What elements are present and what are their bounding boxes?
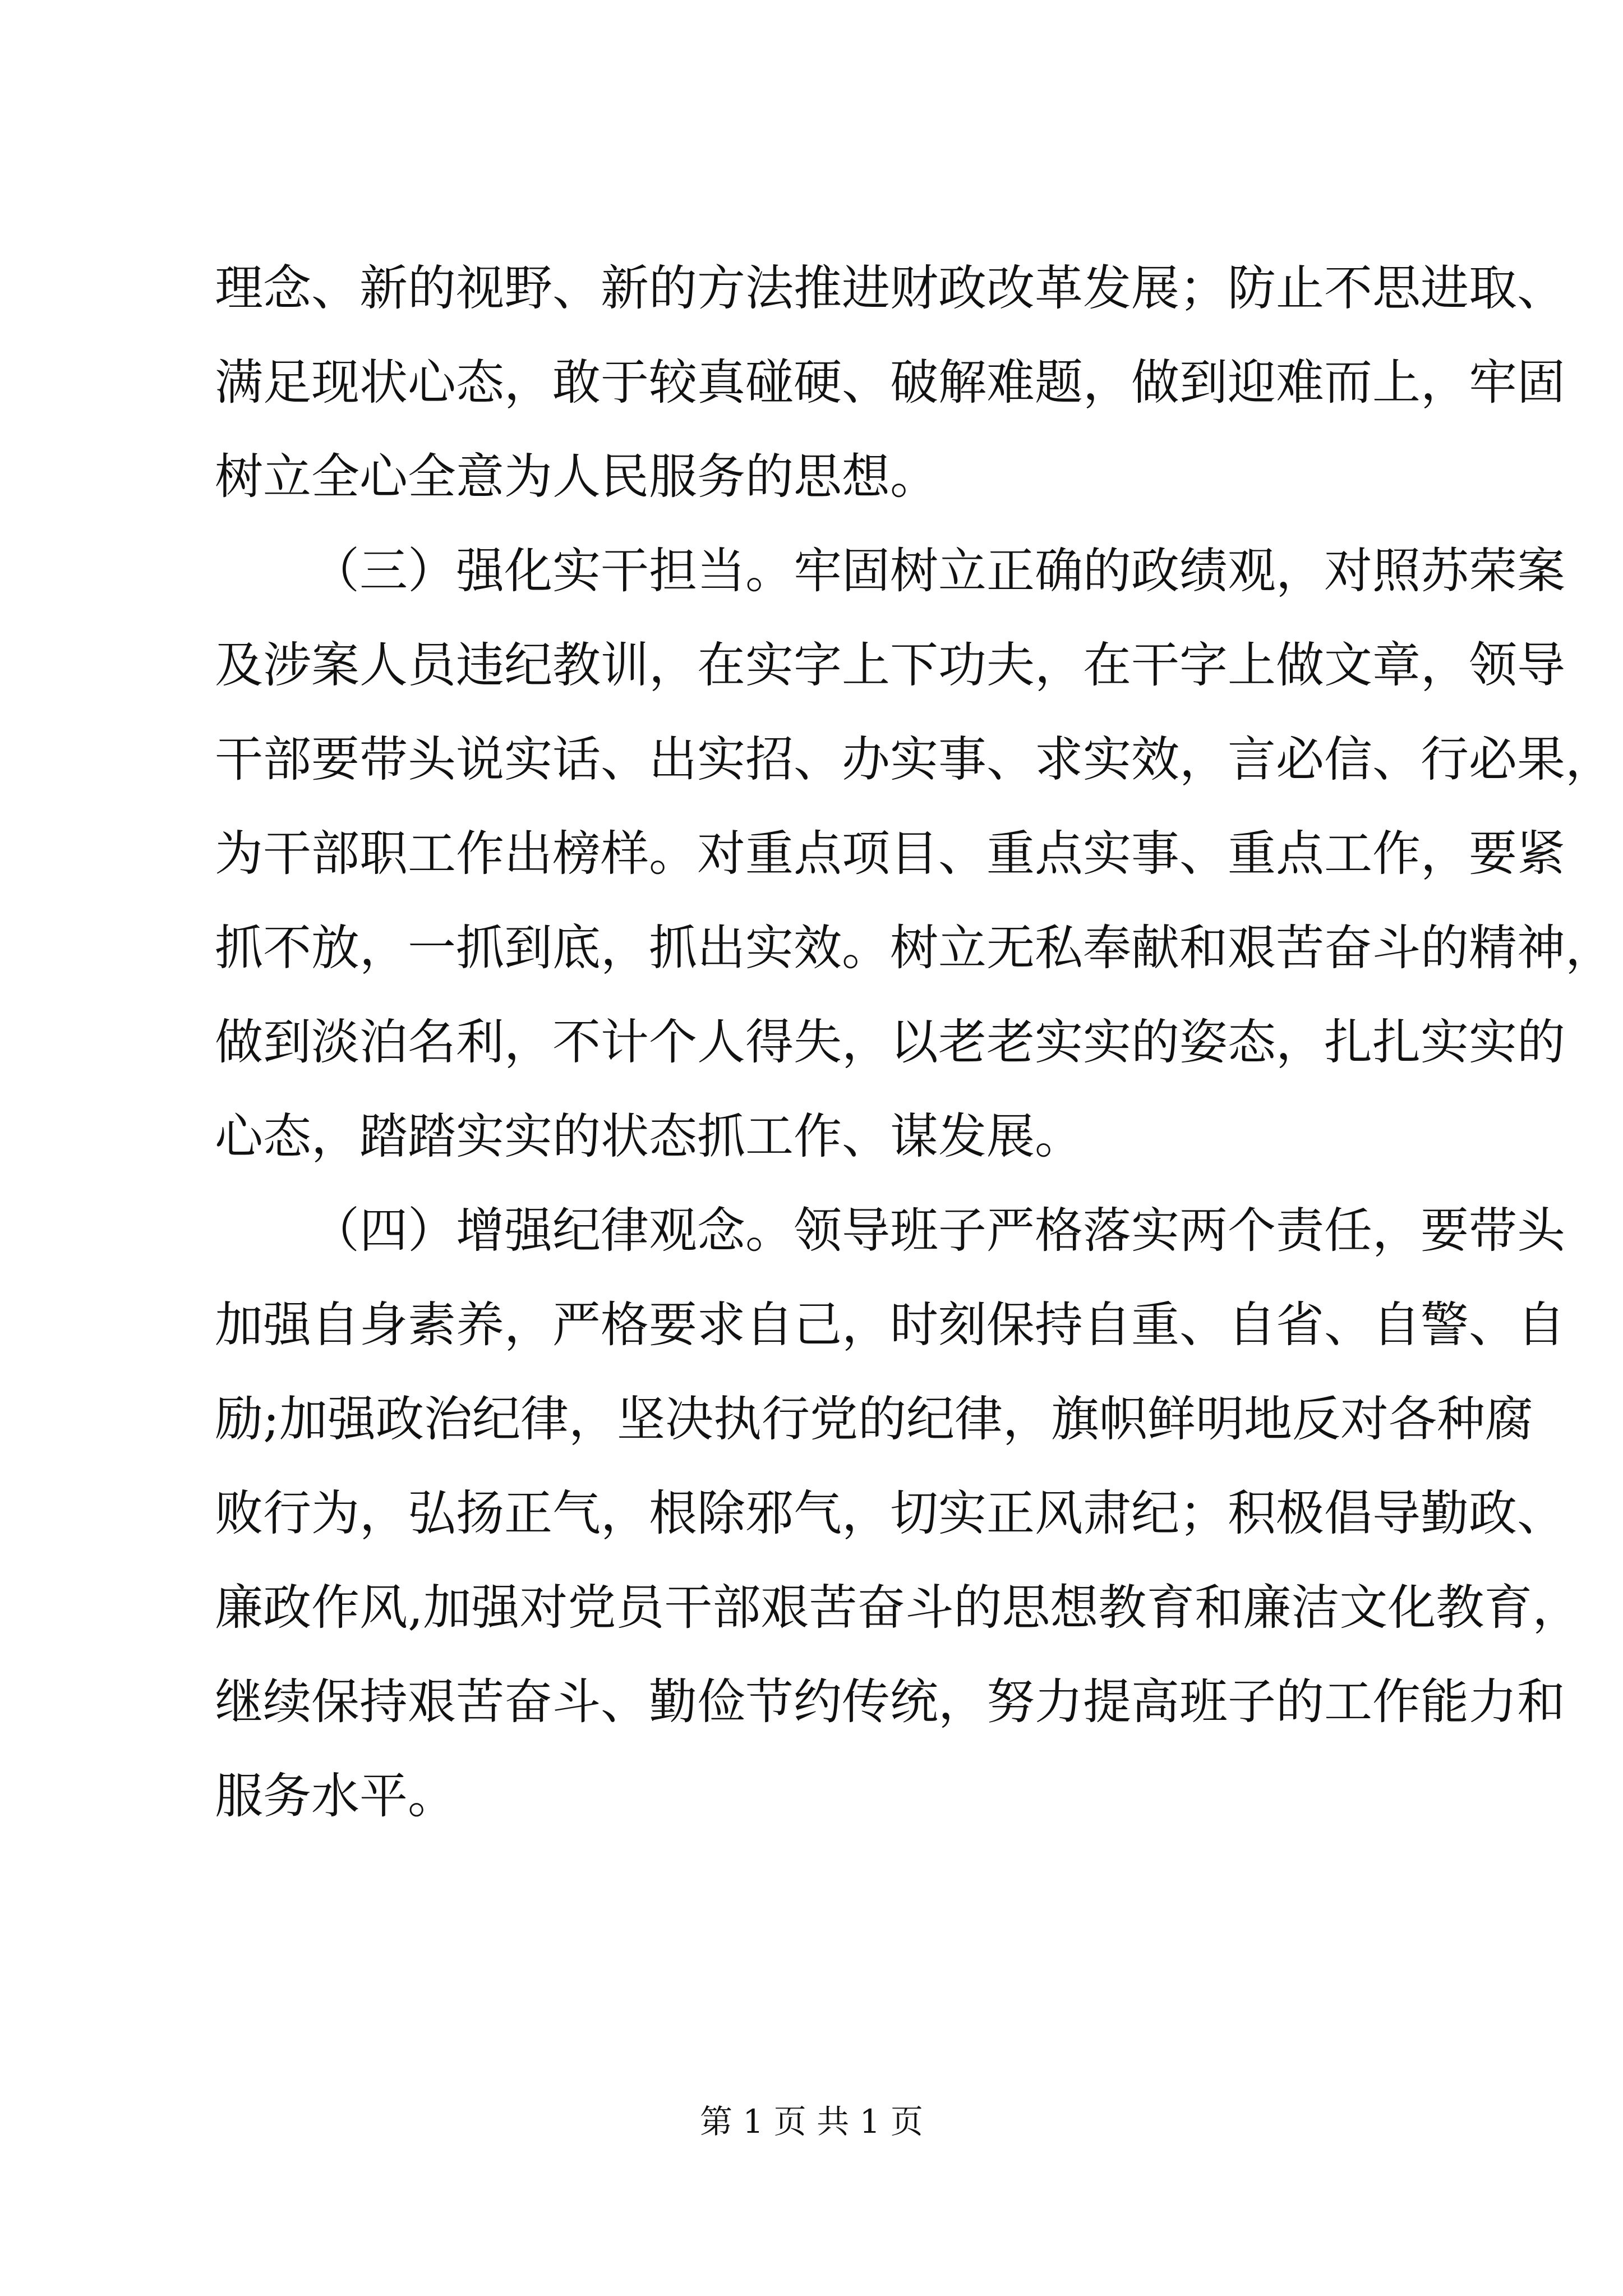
text-line: 满足现状心态，敢于较真碰硬、破解难题，做到迎难而上，牢固 bbox=[215, 355, 1565, 411]
text-line: 心态，踏踏实实的状态抓工作、谋发展。 bbox=[215, 1108, 1083, 1165]
body-text bbox=[215, 241, 1613, 1843]
text-line: 抓不放，一抓到底，抓出实效。树立无私奉献和艰苦奋斗的精神， bbox=[215, 920, 1613, 976]
paragraph-section-3 bbox=[215, 524, 1613, 1184]
text-line: 败行为，弘扬正气，根除邪气，切实正风肃纪；积极倡导勤政、 bbox=[215, 1485, 1565, 1542]
text-line: （三）强化实干担当。牢固树立正确的政绩观，对照苏荣案 bbox=[311, 543, 1565, 599]
text-line: 加强自身素养，严格要求自己，时刻保持自重、自省、自警、自 bbox=[215, 1297, 1565, 1353]
page-footer: 第 1 页 共 1 页 bbox=[700, 2102, 923, 2141]
text-line: 理念、新的视野、新的方法推进财政改革发展；防止不思进取、 bbox=[215, 260, 1565, 316]
paragraph-section-4 bbox=[215, 1184, 1581, 1843]
text-line: 做到淡泊名利，不计个人得失，以老老实实的姿态，扎扎实实的 bbox=[215, 1014, 1565, 1070]
text-line: 为干部职工作出榜样。对重点项目、重点实事、重点工作，要紧 bbox=[215, 826, 1565, 882]
text-line: 廉政作风,加强对党员干部艰苦奋斗的思想教育和廉洁文化教育， bbox=[215, 1580, 1581, 1636]
text-line: 服务水平。 bbox=[215, 1768, 456, 1824]
text-line: 干部要带头说实话、出实招、办实事、求实效，言必信、行必果， bbox=[215, 731, 1613, 788]
text-line: 及涉案人员违纪教训，在实字上下功夫，在干字上做文章，领导 bbox=[215, 637, 1565, 693]
text-line: （四）增强纪律观念。领导班子严格落实两个责任，要带头 bbox=[311, 1203, 1565, 1259]
paragraph-continuation bbox=[215, 241, 1565, 524]
text-line: 继续保持艰苦奋斗、勤俭节约传统，努力提高班子的工作能力和 bbox=[215, 1674, 1565, 1730]
text-line: 树立全心全意为人民服务的思想。 bbox=[215, 449, 938, 505]
text-line: 励;加强政治纪律，坚决执行党的纪律，旗帜鲜明地反对各种腐 bbox=[215, 1391, 1533, 1447]
